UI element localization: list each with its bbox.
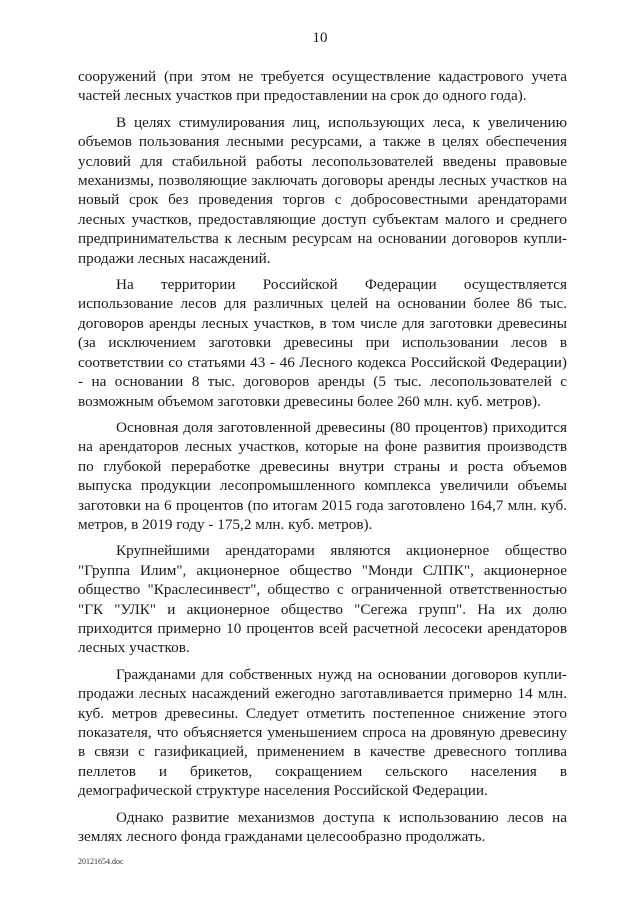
document-file-code: 20121654.doc: [78, 857, 124, 866]
paragraph: На территории Российской Федерации осуществляется использование лесов для различных целей на основании более 86 тыс. договоров аренды лесных участков, в том числе для заготовки древесины (за исключением заготовки древесины при использовании лесов в соответствии со статьями 43 - 46 Лесного кодекса Российской Федерации) - на основании 8 тыс. договоров аренды (5 тыс. лесопользователей с возможным объемом заготовки древесины более 260 млн. куб. метров).: [78, 276, 567, 410]
paragraph: сооружений (при этом не требуется осуществление кадастрового учета частей лесных участков при предоставлении на срок до одного года).: [78, 68, 567, 105]
paragraph: Основная доля заготовленной древесины (80 процентов) приходится на арендаторов лесных участков, которые на фоне развития производств по глубокой переработке древесины внутри страны и роста объемов выпуска продукции лесопромышленного комплекса увеличили объемы заготовки на 6 процентов (по итогам 2015 года заготовлено 164,7 млн. куб. метров, в 2019 году - 175,2 млн. куб. метров).: [78, 418, 567, 533]
paragraph: Гражданами для собственных нужд на основании договоров купли-продажи лесных насаждений ежегодно заготавливается примерно 14 млн. куб. метров древесины. Следует отметить постепенное снижение этого показателя, что объясняется уменьшением спроса на дровяную древесину в связи с газификацией, применением в качестве древесного топлива пеллетов и брикетов, сокращением сельского населения в демографической структуре населения Российской Федерации.: [78, 665, 567, 800]
body-text: [78, 67, 567, 853]
paragraph: Однако развитие механизмов доступа к использованию лесов на землях лесного фонда гражданами целесообразно продолжать.: [78, 808, 567, 846]
paragraph: В целях стимулирования лиц, использующих леса, к увеличению объемов пользования лесными ресурсами, а также в целях обеспечения условий для стабильной работы лесопользователей введены правовые механизмы, позволяющие заключать договоры аренды лесных участков на новый срок без проведения торгов с добросовестными арендаторами лесных участков, предоставляющие доступ субъектам малого и среднего предпринимательства к лесным ресурсам на основании договоров купли-продажи лесных насаждений.: [78, 113, 567, 267]
page-number: 10: [312, 30, 328, 46]
paragraph: Крупнейшими арендаторами являются акционерное общество "Группа Илим", акционерное общество "Монди СЛПК", акционерное общество "Краслесинвест", общество с ограниченной ответственностью "ГК "УЛК" и акционерное общество "Сегежа групп". На их долю приходится примерно 10 процентов всей расчетной лесосеки арендаторов лесных участков.: [78, 542, 567, 657]
